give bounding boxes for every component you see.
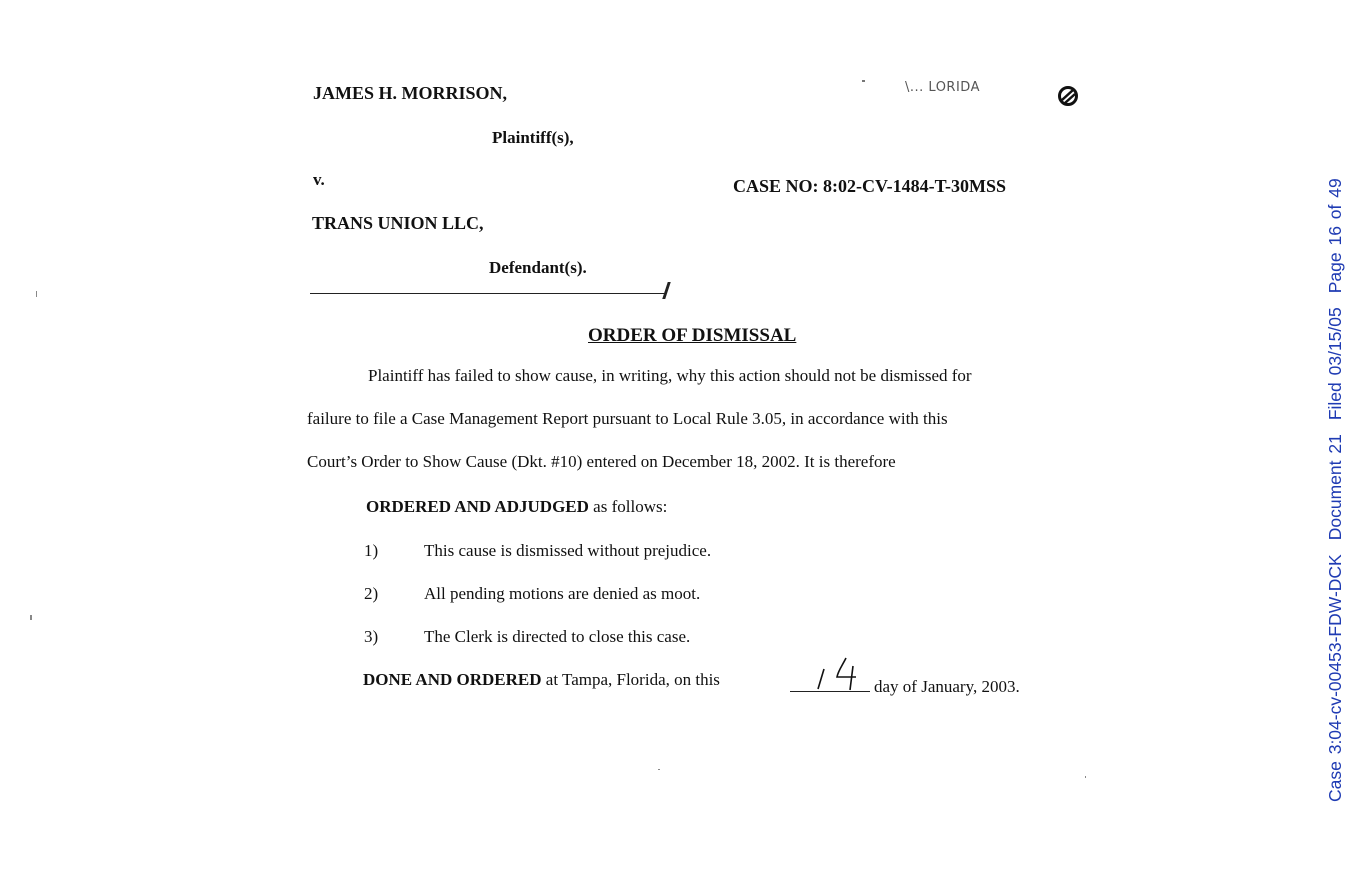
court-filing-footer	[1325, 164, 1346, 802]
footer-page-number: Page 16 of 49	[1325, 178, 1345, 294]
scan-speck	[30, 615, 32, 620]
order-item-text: All pending motions are denied as moot.	[424, 584, 701, 603]
scan-speck	[658, 769, 660, 770]
defendant-role: Defendant(s).	[489, 258, 587, 277]
caption-divider-slash	[662, 282, 671, 299]
scan-speck	[1085, 776, 1086, 778]
case-number: CASE NO: 8:02-CV-1484-T-30MSS	[733, 176, 1007, 196]
filing-stamp-mark-icon	[1057, 85, 1079, 107]
order-item-number: 2)	[364, 584, 379, 603]
order-body-line-2: failure to file a Case Management Report pursuant to Local Rule 3.05, in accordance with this	[307, 409, 948, 428]
order-item-number: 3)	[364, 627, 379, 646]
done-and-ordered-clause	[363, 670, 720, 690]
footer-document-number: Document 21	[1325, 434, 1345, 541]
order-title: ORDER OF DISMISSAL	[588, 325, 797, 346]
footer-case-number: Case 3:04-cv-00453-FDW-DCK	[1325, 554, 1345, 802]
plaintiff-role: Plaintiff(s),	[492, 128, 574, 147]
ordered-lead: ORDERED AND ADJUDGED	[366, 497, 589, 516]
order-item-number: 1)	[364, 541, 379, 560]
plaintiff-name: JAMES H. MORRISON,	[313, 83, 508, 103]
caption-divider	[310, 293, 665, 294]
scan-speck	[36, 291, 37, 297]
defendant-name: TRANS UNION LLC,	[312, 213, 484, 233]
versus-label: v.	[313, 170, 325, 189]
stamp-speck	[862, 80, 865, 82]
footer-filed-date: Filed 03/15/05	[1325, 307, 1345, 421]
handwritten-day-number	[808, 656, 868, 692]
order-body-line-1: Plaintiff has failed to show cause, in writing, why this action should not be dismissed for	[368, 366, 972, 385]
order-body-line-3: Court’s Order to Show Cause (Dkt. #10) entered on December 18, 2002. It is therefore	[307, 452, 896, 471]
done-location: at Tampa, Florida, on this	[541, 670, 720, 689]
ordered-rest: as follows:	[588, 497, 668, 516]
ordered-clause	[366, 497, 667, 517]
order-item-text: This cause is dismissed without prejudice.	[424, 541, 712, 560]
done-date: day of January, 2003.	[874, 677, 1020, 696]
done-lead: DONE AND ORDERED	[363, 670, 542, 689]
order-item-text: The Clerk is directed to close this case.	[424, 627, 691, 646]
filing-stamp-text: \... LORIDA	[905, 80, 980, 95]
